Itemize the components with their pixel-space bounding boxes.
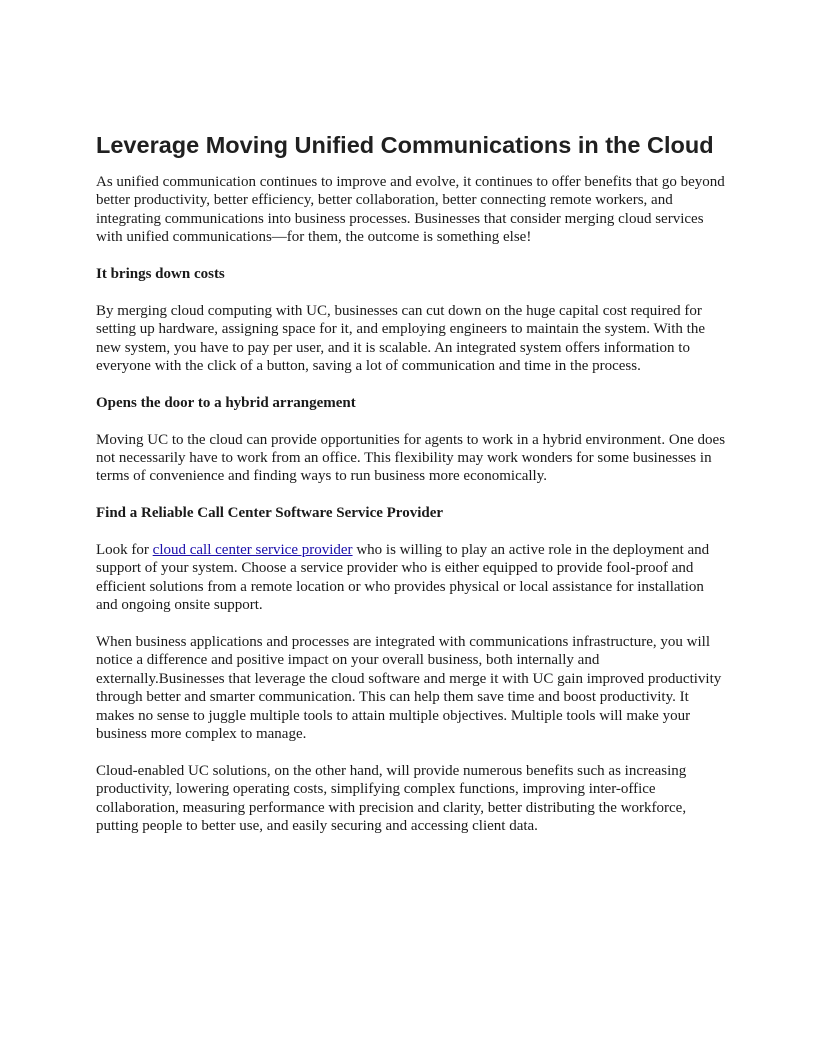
provider-link[interactable]: cloud call center service provider — [152, 542, 353, 559]
section-heading-hybrid: Opens the door to a hybrid arrangement — [96, 394, 356, 411]
intro-paragraph: As unified communication continues to improve and evolve, it continues to offer benefits that go beyond better productivity, better efficiency, better collaboration, better connecting remote workers, and integrating communications into business processes. Businesses that consider merging cloud services with unified communications—for them, the outcome is something else! — [96, 174, 725, 246]
integration-paragraph: When business applications and processes are integrated with communications infrastructure, you will notice a difference and positive impact on your overall business, both internally and externally.Businesses that leverage the cloud software and merge it with UC gain improved productivity through better and smarter communication. This can help them save time and boost productivity. It makes no sense to juggle multiple tools to attain multiple objectives. Multiple tools will make your business more complex to manage. — [96, 634, 722, 743]
provider-text-prefix: Look for — [96, 542, 153, 559]
section-body-provider — [96, 541, 726, 615]
section-heading-costs: It brings down costs — [96, 266, 225, 283]
section-body-costs: By merging cloud computing with UC, businesses can cut down on the huge capital cost required for setting up hardware, assigning space for it, and employing engineers to maintain the system. With the new system, you have to pay per user, and it is scalable. An integrated system offers information to everyone with the click of a button, saving a lot of communication and time in the process. — [96, 302, 705, 375]
document-page — [96, 131, 726, 854]
page-title: Leverage Moving Unified Communications in the Cloud — [96, 132, 714, 158]
section-heading-provider: Find a Reliable Call Center Software Service Provider — [96, 505, 444, 522]
provider-text-suffix: who is willing to play an active role in the deployment and support of your system. Choose a service provider who is either equipped to provide fool-proof and efficient solutions from a remote location or who provides physical or local assistance for installation and ongoing onsite support. — [96, 542, 710, 614]
conclusion-paragraph: Cloud-enabled UC solutions, on the other hand, will provide numerous benefits such as increasing productivity, lowering operating costs, simplifying complex functions, improving inter-office collaboration, measuring performance with precision and clarity, better distributing the workforce, putting people to better use, and easily securing and accessing client data. — [96, 762, 687, 835]
section-body-hybrid: Moving UC to the cloud can provide opportunities for agents to work in a hybrid environment. One does not necessarily have to work from an office. This flexibility may work wonders for some businesses in terms of convenience and finding ways to run business more economically. — [96, 431, 726, 485]
